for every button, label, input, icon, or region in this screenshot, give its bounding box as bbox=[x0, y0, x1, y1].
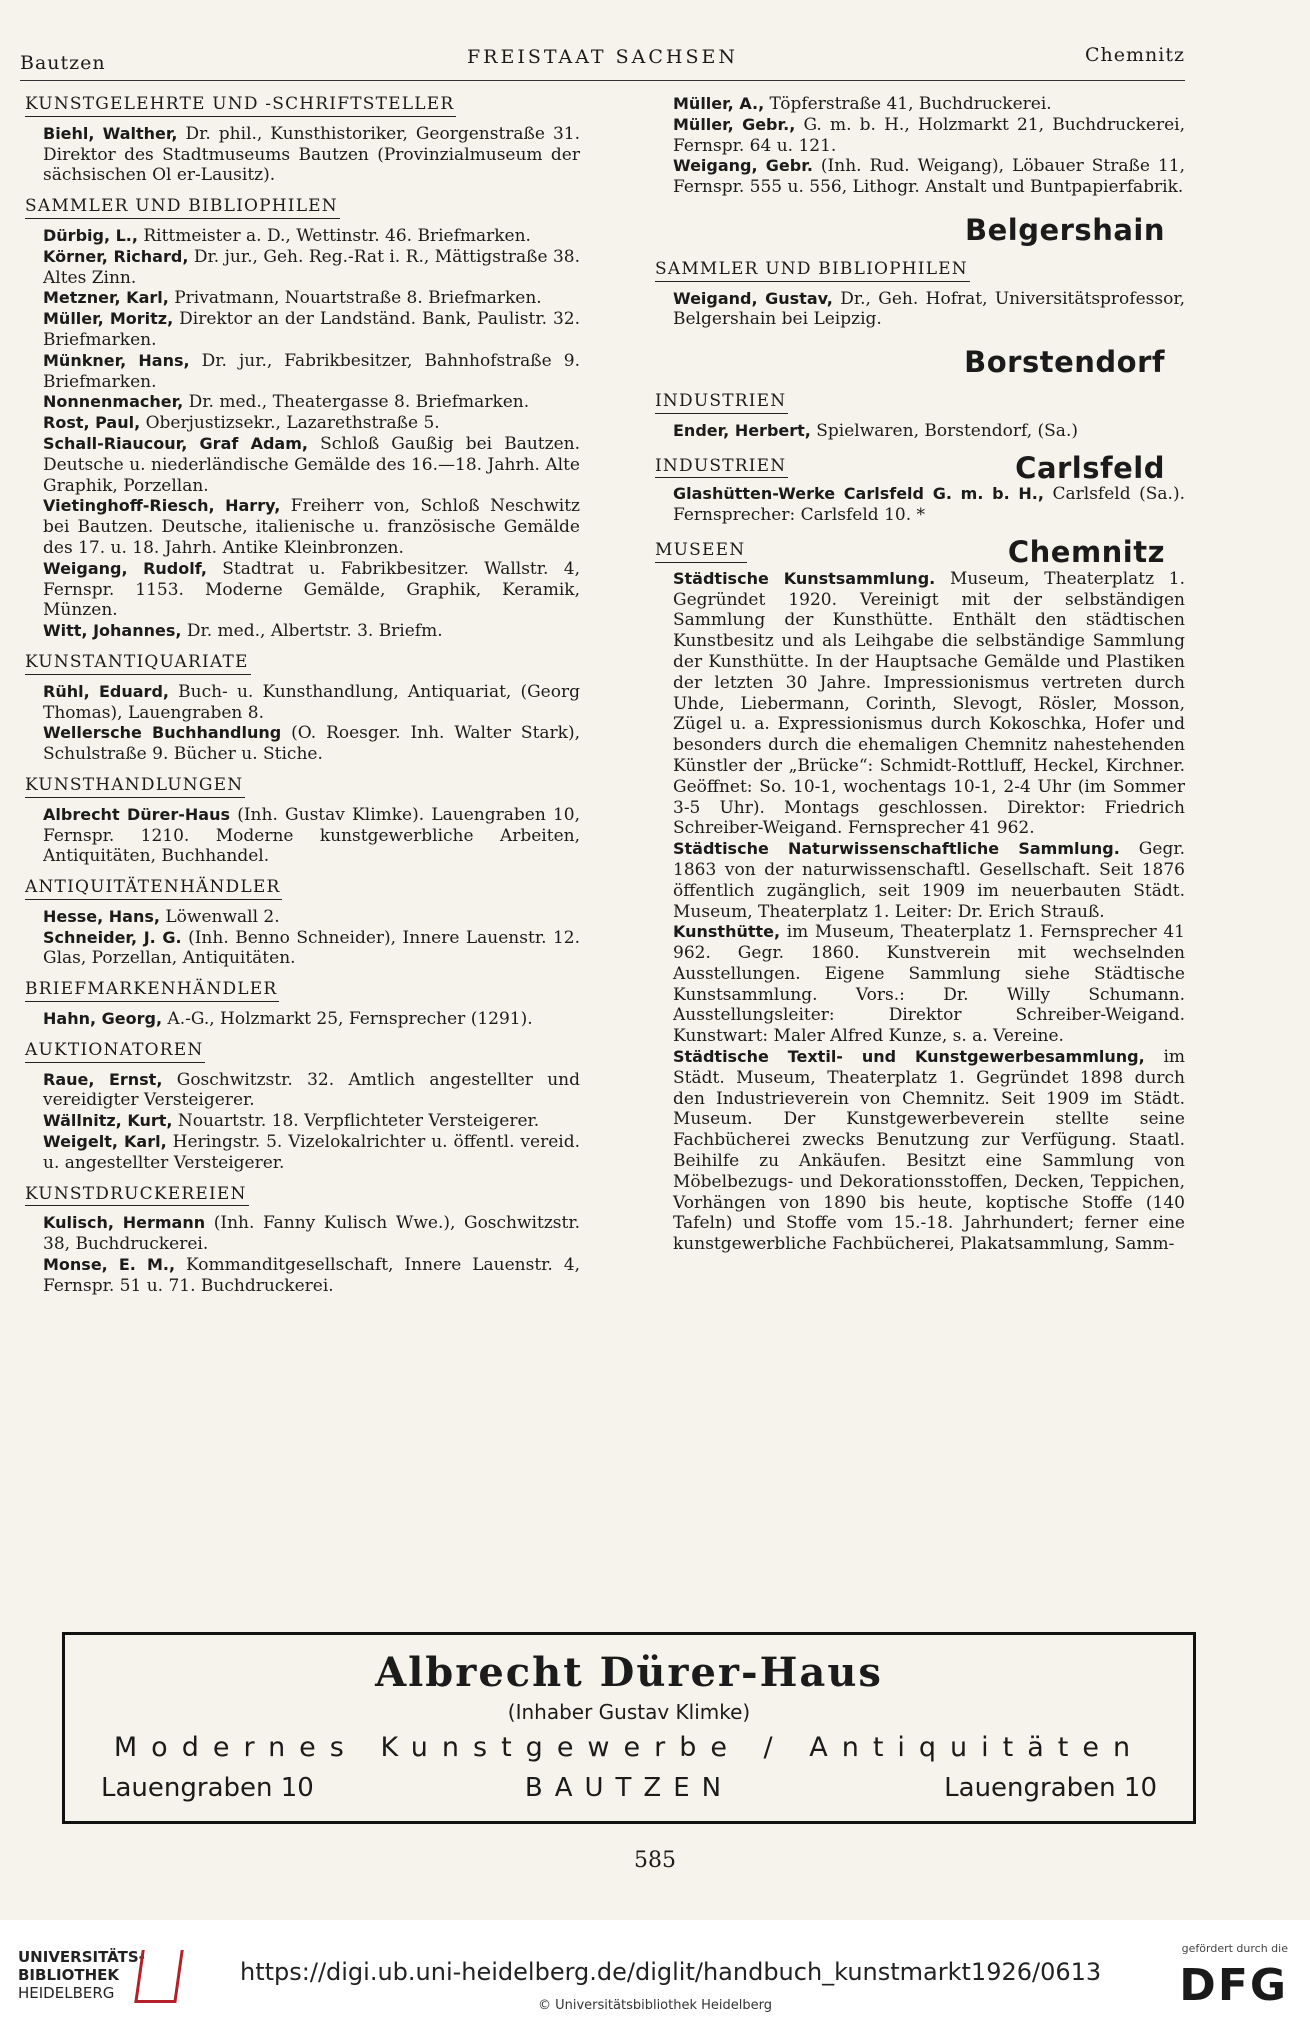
entry-text: Kommanditgesellschaft, Innere Lauenstr. 4, Fernspr. 51 u. 71. Buchdruckerei. bbox=[43, 1255, 580, 1296]
entry-name: Witt, Johannes, bbox=[43, 621, 182, 641]
directory-entry bbox=[43, 1070, 580, 1112]
directory-entry bbox=[43, 124, 580, 186]
entry-text: A.-G., Holzmarkt 25, Fernsprecher (1291). bbox=[162, 1009, 533, 1030]
ad-address-left: Lauengraben 10 bbox=[101, 1773, 314, 1803]
entry-text: Dr. phil., Kunsthistoriker, Georgenstraße 31. Direktor des Stadtmuseums Bautzen (Provinzialmuseum der sächsischen Ol er-Lausitz). bbox=[43, 123, 581, 186]
entry-text: Stadtrat u. Fabrikbesitzer. Wallstr. 4, Fernspr. 1153. Moderne Gemälde, Graphik, Keramik, Münzen. bbox=[43, 558, 580, 621]
place-heading-chemnitz: Chemnitz bbox=[1007, 534, 1165, 569]
section-title: BRIEFMARKENHÄNDLER bbox=[25, 979, 279, 1002]
section-row-chemnitz bbox=[655, 534, 1185, 569]
ad-address-row bbox=[101, 1773, 1157, 1803]
entry-name: Rost, Paul, bbox=[43, 413, 141, 433]
library-name-line2: BIBLIOTHEK bbox=[18, 1966, 119, 1984]
entry-text: (O. Roesger. Inh. Walter Stark), Schulstraße 9. Bücher u. Stiche. bbox=[43, 723, 581, 765]
directory-entry bbox=[43, 1009, 580, 1030]
directory-entry bbox=[43, 1255, 580, 1297]
directory-entry bbox=[43, 247, 580, 289]
entry-text: (Inh. Rud. Weigang), Löbauer Straße 11, Fernspr. 555 u. 556, Lithogr. Anstalt und Buntpapierfabrik. bbox=[673, 156, 1185, 198]
entry-name: Dürbig, L., bbox=[43, 225, 138, 245]
entry-name: Wällnitz, Kurt, bbox=[43, 1111, 173, 1131]
directory-entry bbox=[673, 922, 1185, 1047]
entry-name: Monse, E. M., bbox=[43, 1255, 176, 1275]
entry-name: Körner, Richard, bbox=[43, 246, 189, 266]
running-head-center: FREISTAAT SACHSEN bbox=[467, 46, 738, 68]
advertisement-box bbox=[62, 1632, 1196, 1824]
entry-name: Ender, Herbert, bbox=[673, 420, 811, 440]
section-title: KUNSTANTIQUARIATE bbox=[25, 652, 251, 675]
directory-entry bbox=[43, 805, 580, 867]
section-title: KUNSTGELEHRTE UND -SCHRIFTSTELLER bbox=[25, 94, 456, 117]
section-title: SAMMLER UND BIBLIOPHILEN bbox=[655, 259, 970, 282]
entry-name: Städtische Kunstsammlung. bbox=[673, 568, 936, 588]
section-title: MUSEEN bbox=[655, 540, 747, 563]
directory-entry bbox=[43, 309, 580, 351]
entry-name: Weigelt, Karl, bbox=[43, 1132, 167, 1152]
directory-entry bbox=[43, 1132, 580, 1174]
entry-name: Nonnenmacher, bbox=[43, 392, 184, 412]
entry-name: Glashütten-Werke Carlsfeld G. m. b. H., bbox=[673, 484, 1044, 504]
entry-text: Dr. med., Albertstr. 3. Briefm. bbox=[181, 621, 443, 642]
ad-address-right: Lauengraben 10 bbox=[944, 1773, 1157, 1803]
entry-name: Rühl, Eduard, bbox=[43, 681, 169, 701]
entry-text: Oberjustizsekr., Lazarethstraße 5. bbox=[140, 413, 440, 434]
section-title: KUNSTHANDLUNGEN bbox=[25, 775, 245, 798]
directory-entry bbox=[43, 682, 580, 724]
ad-tagline: Modernes Kunstgewerbe / Antiquitäten bbox=[113, 1732, 1145, 1763]
directory-entry bbox=[43, 928, 580, 970]
entry-text: Spielwaren, Borstendorf, (Sa.) bbox=[810, 420, 1078, 441]
entry-name: Weigand, Gustav, bbox=[673, 288, 833, 308]
entry-text: (Inh. Fanny Kulisch Wwe.), Goschwitzstr. 38, Buchdruckerei. bbox=[43, 1213, 580, 1255]
entry-name: Biehl, Walther, bbox=[43, 123, 178, 143]
entry-text: Dr. jur., Geh. Reg.-Rat i. R., Mättigstraße 38. Altes Zinn. bbox=[43, 246, 581, 288]
entry-name: Wellersche Buchhandlung bbox=[43, 723, 282, 743]
entry-text: im Städt. Museum, Theaterplatz 1. Gegründet 1898 durch den Industrieverein von Chemnitz. Seit 1909 im Städt. Museum. Der Kunstgewerbeverein stellte seine Fachbücherei zwecks Benutzung zur Verfügung. Staatl. Beihilfe zu Ankäufen. Besitzt eine Sammlung von Möbelbezugs- und Dekorationsstoffen, Decken, Teppichen, Vorhängen von 1890 bis heute, koptische Stoffe (140 Tafeln) und Stoffe vom 15.-18. Jahrhundert; ferner eine kunstgewerbliche Fachbücherei, Plakatsammlung, Samm- bbox=[673, 1047, 1185, 1255]
directory-entry bbox=[673, 421, 1185, 442]
directory-entry bbox=[43, 226, 580, 247]
directory-entry bbox=[43, 1213, 580, 1255]
ad-address-city: BAUTZEN bbox=[524, 1773, 734, 1803]
entry-name: Weigang, Gebr. bbox=[673, 156, 813, 176]
running-head bbox=[20, 44, 1185, 81]
directory-entry bbox=[673, 94, 1185, 115]
entry-name: Metzner, Karl, bbox=[43, 288, 169, 308]
entry-text: G. m. b. H., Holzmarkt 21, Buchdruckerei, Fernspr. 64 u. 121. bbox=[673, 114, 1185, 156]
place-heading-belgershain: Belgershain bbox=[964, 212, 1165, 247]
entry-text: (Inh. Gustav Klimke). Lauengraben 10, Fernspr. 1210. Moderne kunstgewerbliche Arbeiten, Antiquitäten, Buchhandel. bbox=[43, 804, 580, 867]
directory-entry bbox=[673, 1047, 1185, 1255]
entry-name: Vietinghoff-Riesch, Harry, bbox=[43, 496, 281, 516]
directory-entry bbox=[43, 621, 580, 642]
entry-text: (Inh. Benno Schneider), Innere Lauenstr. 12. Glas, Porzellan, Antiquitäten. bbox=[43, 927, 580, 969]
library-logo[interactable] bbox=[18, 1948, 145, 2002]
permalink-url[interactable]: https://digi.ub.uni-heidelberg.de/diglit/handbuch_kunstmarkt1926/0613 bbox=[240, 1958, 1102, 1986]
directory-entry bbox=[43, 559, 580, 621]
entry-name: Städtische Naturwissenschaftliche Sammlung. bbox=[673, 839, 1120, 859]
right-column bbox=[655, 94, 1185, 1255]
entry-name: Hesse, Hans, bbox=[43, 906, 160, 926]
entry-text: Museum, Theaterplatz 1. Gegründet 1920. Vereinigt mit der selbständigen Sammlung der Kunsthütte. Enthält den städtischen Kunstbesitz und als Leihgabe die selbständige Sammlung der Kunsthütte. In der Hauptsache Gemälde und Plastiken der letzten 30 Jahre. Impressionismus vertreten durch Uhde, Liebermann, Corinth, Slevogt, Rösler, Mosson, Zügel u. a. Expressionismus durch Kokoschka, Hofer und besonders durch die ehemaligen Chemnitz nahestehenden Künstler der „Brücke“: Schmidt-Rottluff, Heckel, Kirchner. Geöffnet: So. 10-1, wochentags 10-1, 2-4 Uhr (im Sommer 3-5 Uhr). Montags geschlossen. Direktor: Friedrich Schreiber-Weigand. Fernsprecher 41 962. bbox=[673, 568, 1185, 839]
entry-name: Kunsthütte, bbox=[673, 922, 781, 942]
entry-name: Weigang, Rudolf, bbox=[43, 558, 207, 578]
entry-name: Schall-Riaucour, Graf Adam, bbox=[43, 433, 308, 453]
directory-entry bbox=[43, 1111, 580, 1132]
entry-name: Müller, Gebr., bbox=[673, 114, 796, 134]
entry-text: Privatmann, Nouartstraße 8. Briefmarken. bbox=[168, 288, 542, 309]
running-head-right: Chemnitz bbox=[1085, 44, 1185, 66]
section-title: SAMMLER UND BIBLIOPHILEN bbox=[25, 196, 340, 219]
section-title: AUKTIONATOREN bbox=[25, 1040, 205, 1063]
entry-text: im Museum, Theaterplatz 1. Fernsprecher 41 962. Gegr. 1860. Kunstverein mit wechselnden Ausstellungen. Eigene Sammlung siehe Städtische Kunstsammlung. Vors.: Dr. Willy Schumann. Ausstellungsleiter: Direktor Schreiber-Weigand. Kunstwart: Maler Alfred Kunze, s. a. Vereine. bbox=[673, 922, 1185, 1047]
entry-name: Kulisch, Hermann bbox=[43, 1213, 206, 1233]
library-name-line3: HEIDELBERG bbox=[18, 1984, 115, 2002]
directory-entry bbox=[43, 288, 580, 309]
directory-entry bbox=[673, 569, 1185, 839]
directory-entry bbox=[673, 115, 1185, 157]
entry-text: Direktor an der Landständ. Bank, Paulistr. 32. Briefmarken. bbox=[43, 309, 580, 350]
directory-entry bbox=[43, 392, 580, 413]
directory-entry bbox=[43, 496, 580, 558]
section-title: KUNSTDRUCKEREIEN bbox=[25, 1184, 249, 1207]
entry-name: Müller, Moritz, bbox=[43, 309, 174, 329]
entry-text: Schloß Gaußig bei Bautzen. Deutsche u. niederländische Gemälde des 16.—18. Jahrh. Alte Graphik, Porzellan. bbox=[43, 433, 580, 496]
directory-entry bbox=[43, 434, 580, 496]
entry-text: Goschwitzstr. 32. Amtlich angestellter und vereidigter Versteigerer. bbox=[43, 1069, 581, 1111]
library-name-line1: UNIVERSITÄTS- bbox=[18, 1948, 145, 1966]
entry-text: Carlsfeld (Sa.). Fernsprecher: Carlsfeld 10. * bbox=[673, 484, 1185, 526]
entry-text: Löwenwall 2. bbox=[159, 906, 280, 927]
entry-name: Schneider, J. G. bbox=[43, 927, 182, 947]
directory-entry bbox=[673, 156, 1185, 198]
directory-entry bbox=[673, 839, 1185, 922]
entry-text: Rittmeister a. D., Wettinstr. 46. Briefmarken. bbox=[137, 225, 531, 246]
entry-text: Heringstr. 5. Vizelokalrichter u. öffentl. vereid. u. angestellter Versteigerer. bbox=[43, 1132, 580, 1173]
section-title: INDUSTRIEN bbox=[655, 391, 788, 414]
entry-text: Dr., Geh. Hofrat, Universitätsprofessor, Belgershain bei Leipzig. bbox=[673, 288, 1185, 330]
entry-name: Albrecht Dürer-Haus bbox=[43, 804, 230, 824]
directory-entry bbox=[43, 907, 580, 928]
entry-text: Dr. med., Theatergasse 8. Briefmarken. bbox=[183, 392, 530, 413]
library-shield-icon bbox=[134, 1950, 183, 2003]
entry-name: Städtische Textil- und Kunstgewerbesammlung, bbox=[673, 1047, 1145, 1067]
funding-note: gefördert durch die bbox=[1181, 1942, 1288, 1955]
dfg-logo[interactable]: DFG bbox=[1179, 1960, 1288, 2011]
left-column bbox=[25, 94, 580, 1297]
section-row-carlsfeld bbox=[655, 450, 1185, 485]
copyright-notice: © Universitätsbibliothek Heidelberg bbox=[537, 1998, 772, 2013]
entry-text: Buch- u. Kunsthandlung, Antiquariat, (Georg Thomas), Lauengraben 8. bbox=[43, 681, 580, 723]
ad-owner: (Inhaber Gustav Klimke) bbox=[507, 1700, 751, 1724]
page-number: 585 bbox=[634, 1848, 676, 1873]
section-title: ANTIQUITÄTENHÄNDLER bbox=[25, 877, 282, 900]
place-heading-carlsfeld: Carlsfeld bbox=[1015, 450, 1165, 485]
viewer-footer bbox=[0, 1920, 1310, 2028]
entry-name: Hahn, Georg, bbox=[43, 1009, 163, 1029]
entry-text: Nouartstr. 18. Verpflichteter Versteigerer. bbox=[172, 1111, 540, 1132]
directory-entry bbox=[673, 484, 1185, 526]
entry-text: Dr. jur., Fabrikbesitzer, Bahnhofstraße 9. Briefmarken. bbox=[43, 350, 580, 392]
directory-entry bbox=[673, 289, 1185, 331]
entry-name: Raue, Ernst, bbox=[43, 1069, 163, 1089]
running-head-left: Bautzen bbox=[20, 52, 106, 74]
entry-name: Münkner, Hans, bbox=[43, 350, 190, 370]
directory-entry bbox=[43, 351, 580, 393]
directory-entry bbox=[43, 413, 580, 434]
entry-text: Gegr. 1863 von der naturwissenschaftl. Gesellschaft. Seit 1876 öffentlich zugänglich, seit 1909 im neuerbauten Städt. Museum, Theaterplatz 1. Leiter: Dr. Erich Strauß. bbox=[673, 839, 1185, 922]
place-heading-borstendorf: Borstendorf bbox=[964, 345, 1165, 380]
directory-entry bbox=[43, 723, 580, 765]
entry-text: Töpferstraße 41, Buchdruckerei. bbox=[764, 94, 1052, 114]
entry-name: Müller, A., bbox=[673, 94, 765, 113]
ad-business-name: Albrecht Dürer-Haus bbox=[375, 1649, 883, 1696]
entry-text: Freiherr von, Schloß Neschwitz bei Bautzen. Deutsche, italienische u. französische Gemälde des 17. u. 18. Jahrh. Antike Kleinbronzen. bbox=[43, 496, 580, 558]
section-title: INDUSTRIEN bbox=[655, 456, 788, 479]
